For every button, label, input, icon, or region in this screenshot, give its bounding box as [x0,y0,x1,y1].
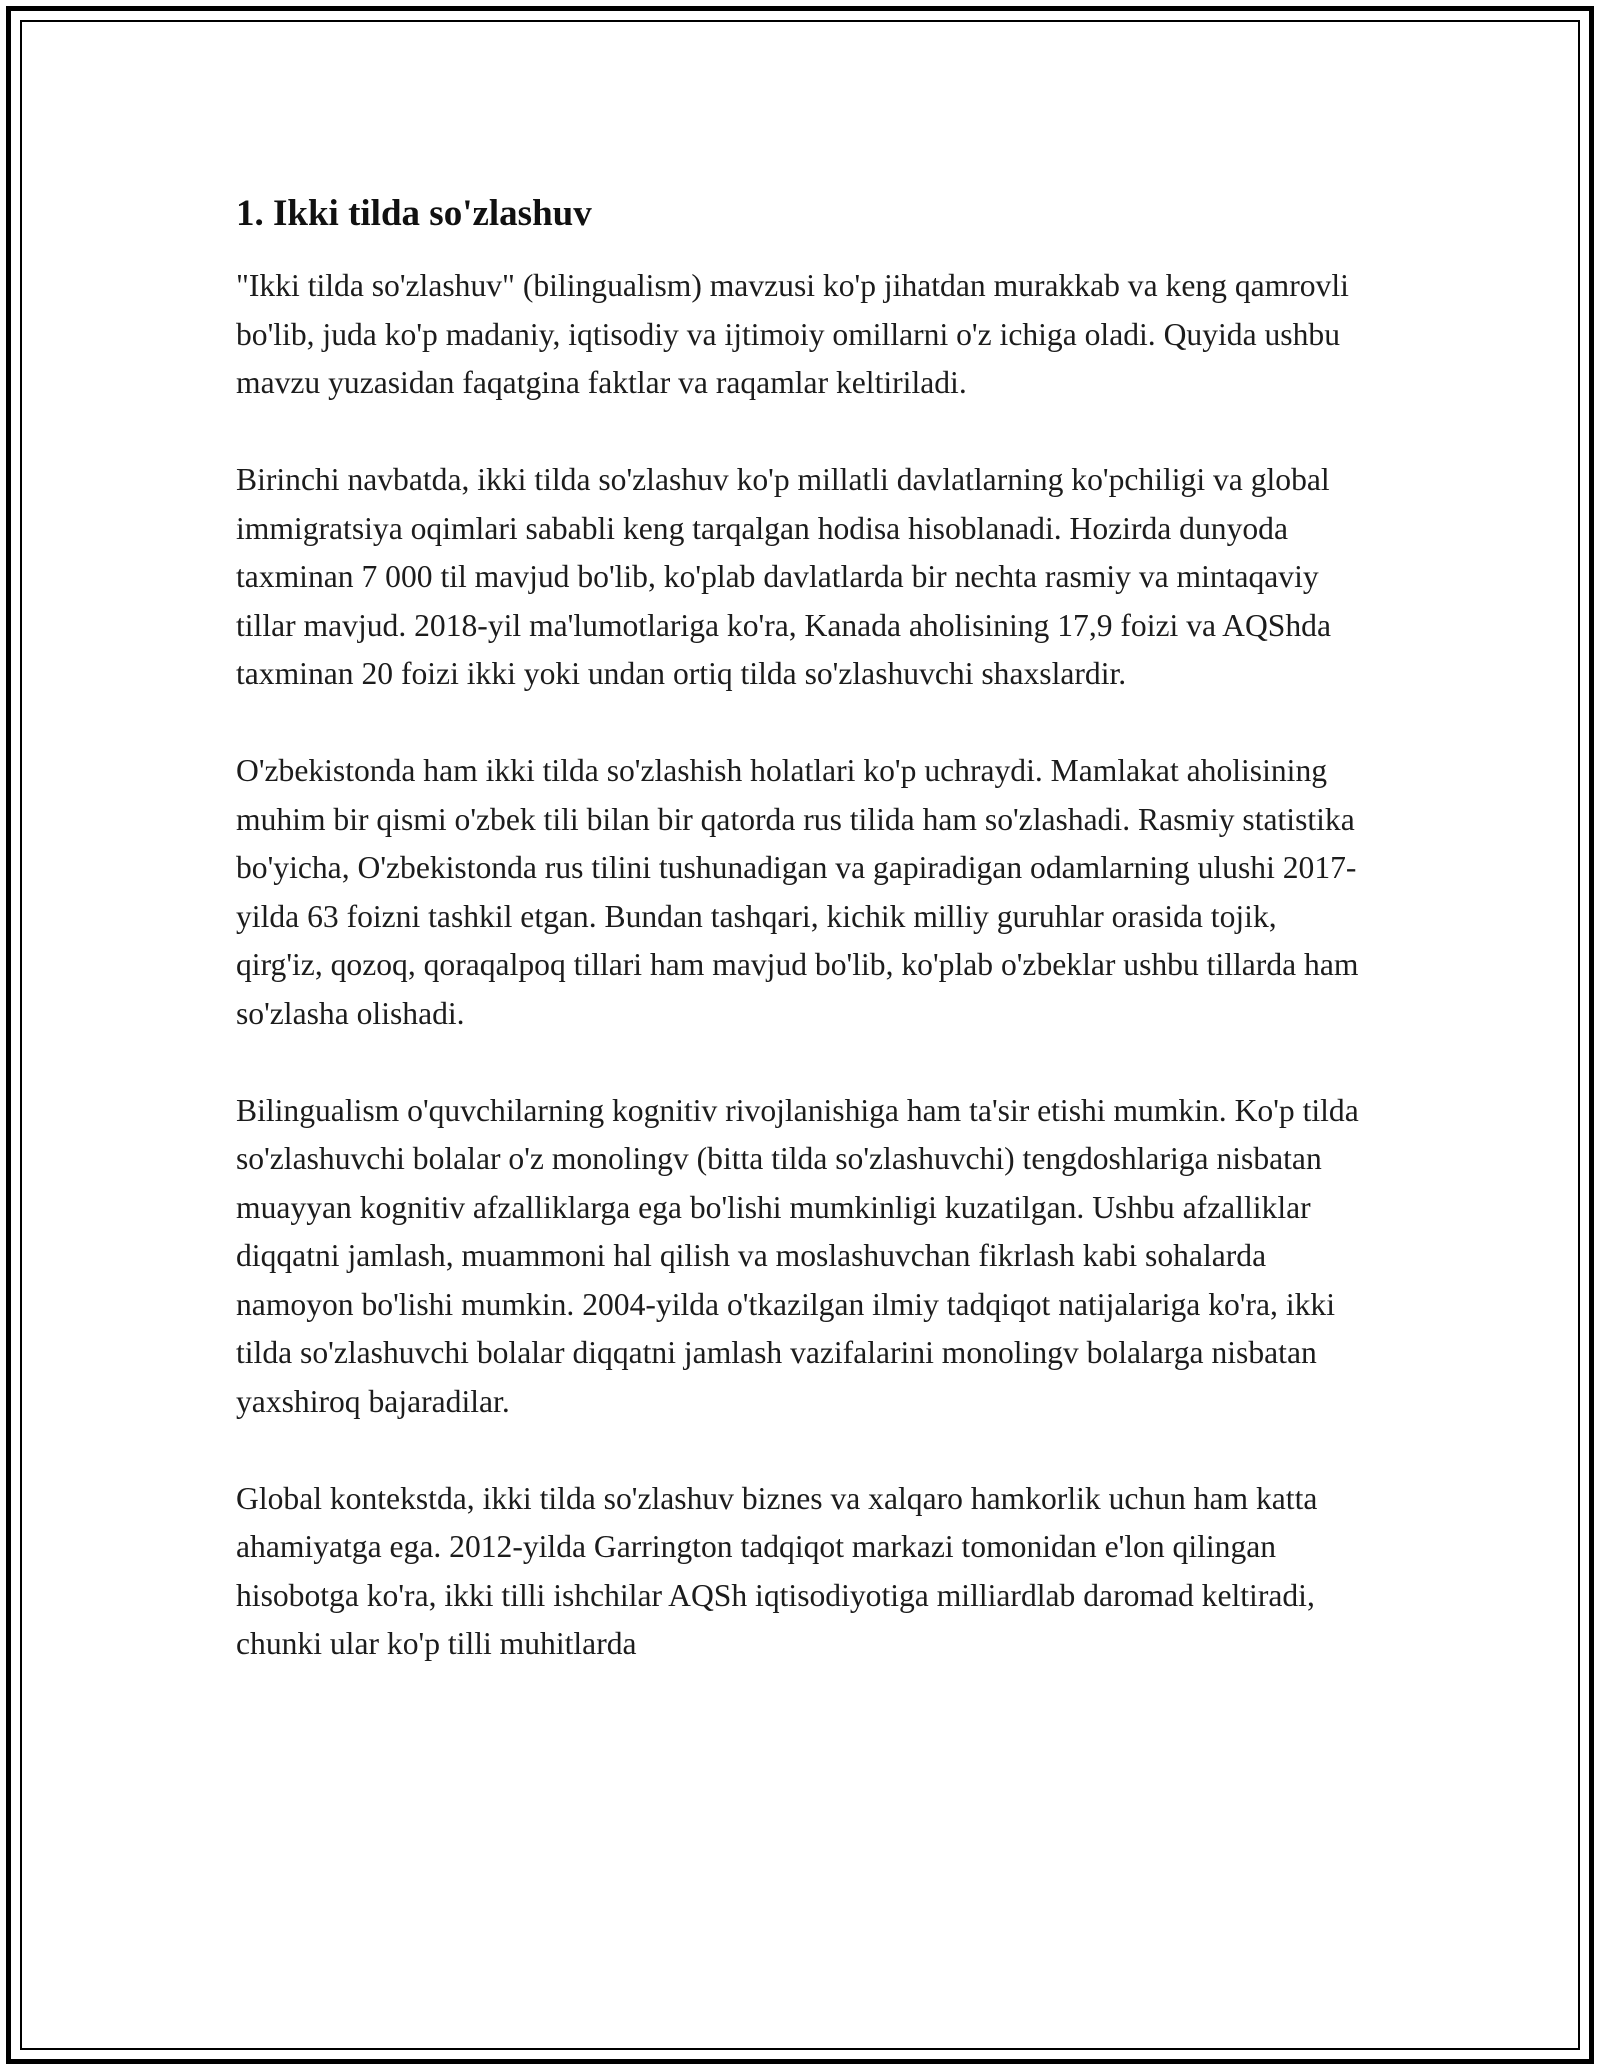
paragraph-business: Global kontekstda, ikki tilda so'zlashuv biznes va xalqaro hamkorlik uchun ham katta ahamiyatga ega. 2012-yilda Garrington tadqiqot markazi tomonidan e'lon qilingan hisobotga ko'ra, ikki tilli ishchilar AQSh iqtisodiyotiga milliardlab daromad keltiradi, chunki ular ko'p tilli muhitlarda [236,1480,1318,1661]
section-heading: 1. Ikki tilda so'zlashuv [236,193,592,234]
paragraph-uzbekistan: O'zbekistonda ham ikki tilda so'zlashish holatlari ko'p uchraydi. Mamlakat aholisining muhim bir qismi o'zbek tili bilan bir qatorda rus tilida ham so'zlashadi. Rasmiy statistika bo'yicha, O'zbekistonda rus tilini tushunadigan va gapiradigan odamlarning ulushi 2017-yilda 63 foizni tashkil etgan. Bundan tashqari, kichik milliy guruhlar orasida tojik, qirg'iz, qozoq, qoraqalpoq tillari ham mavjud bo'lib, ko'plab o'zbeklar ushbu tillarda ham so'zlasha olishadi. [236,753,1359,1031]
paragraph-cognitive: Bilingualism o'quvchilarning kognitiv rivojlanishiga ham ta'sir etishi mumkin. Ko'p tilda so'zlashuvchi bolalar o'z monolingv (bitta tilda so'zlashuvchi) tengdoshlariga nisbatan muayyan kognitiv afzalliklarga ega bo'lishi mumkinligi kuzatilgan. Ushbu afzalliklar diqqatni jamlash, muammoni hal qilish va moslashuvchan fikrlash kabi sohalarda namoyon bo'lishi mumkin. 2004-yilda o'tkazilgan ilmiy tadqiqot natijalariga ko'ra, ikki tilda so'zlashuvchi bolalar diqqatni jamlash vazifalarini monolingv bolalarga nisbatan yaxshiroq bajaradilar. [236,1092,1359,1419]
document-body [236,186,1366,1717]
paragraph-global-statistics: Birinchi navbatda, ikki tilda so'zlashuv ko'p millatli davlatlarning ko'pchiligi va global immigratsiya oqimlari sababli keng tarqalgan hodisa hisoblanadi. Hozirda dunyoda taxminan 7 000 til mavjud bo'lib, ko'plab davlatlarda bir nechta rasmiy va mintaqaviy tillar mavjud. 2018-yil ma'lumotlariga ko'ra, Kanada aholisining 17,9 foizi va AQShda taxminan 20 foizi ikki yoki undan ortiq tilda so'zlashuvchi shaxslardir. [236,462,1331,691]
paragraph-intro: "Ikki tilda so'zlashuv" (bilingualism) mavzusi ko'p jihatdan murakkab va keng qamrovli bo'lib, juda ko'p madaniy, iqtisodiy va ijtimoiy omillarni o'z ichiga oladi. Quyida ushbu mavzu yuzasidan faqatgina faktlar va raqamlar keltiriladi. [236,268,1349,400]
